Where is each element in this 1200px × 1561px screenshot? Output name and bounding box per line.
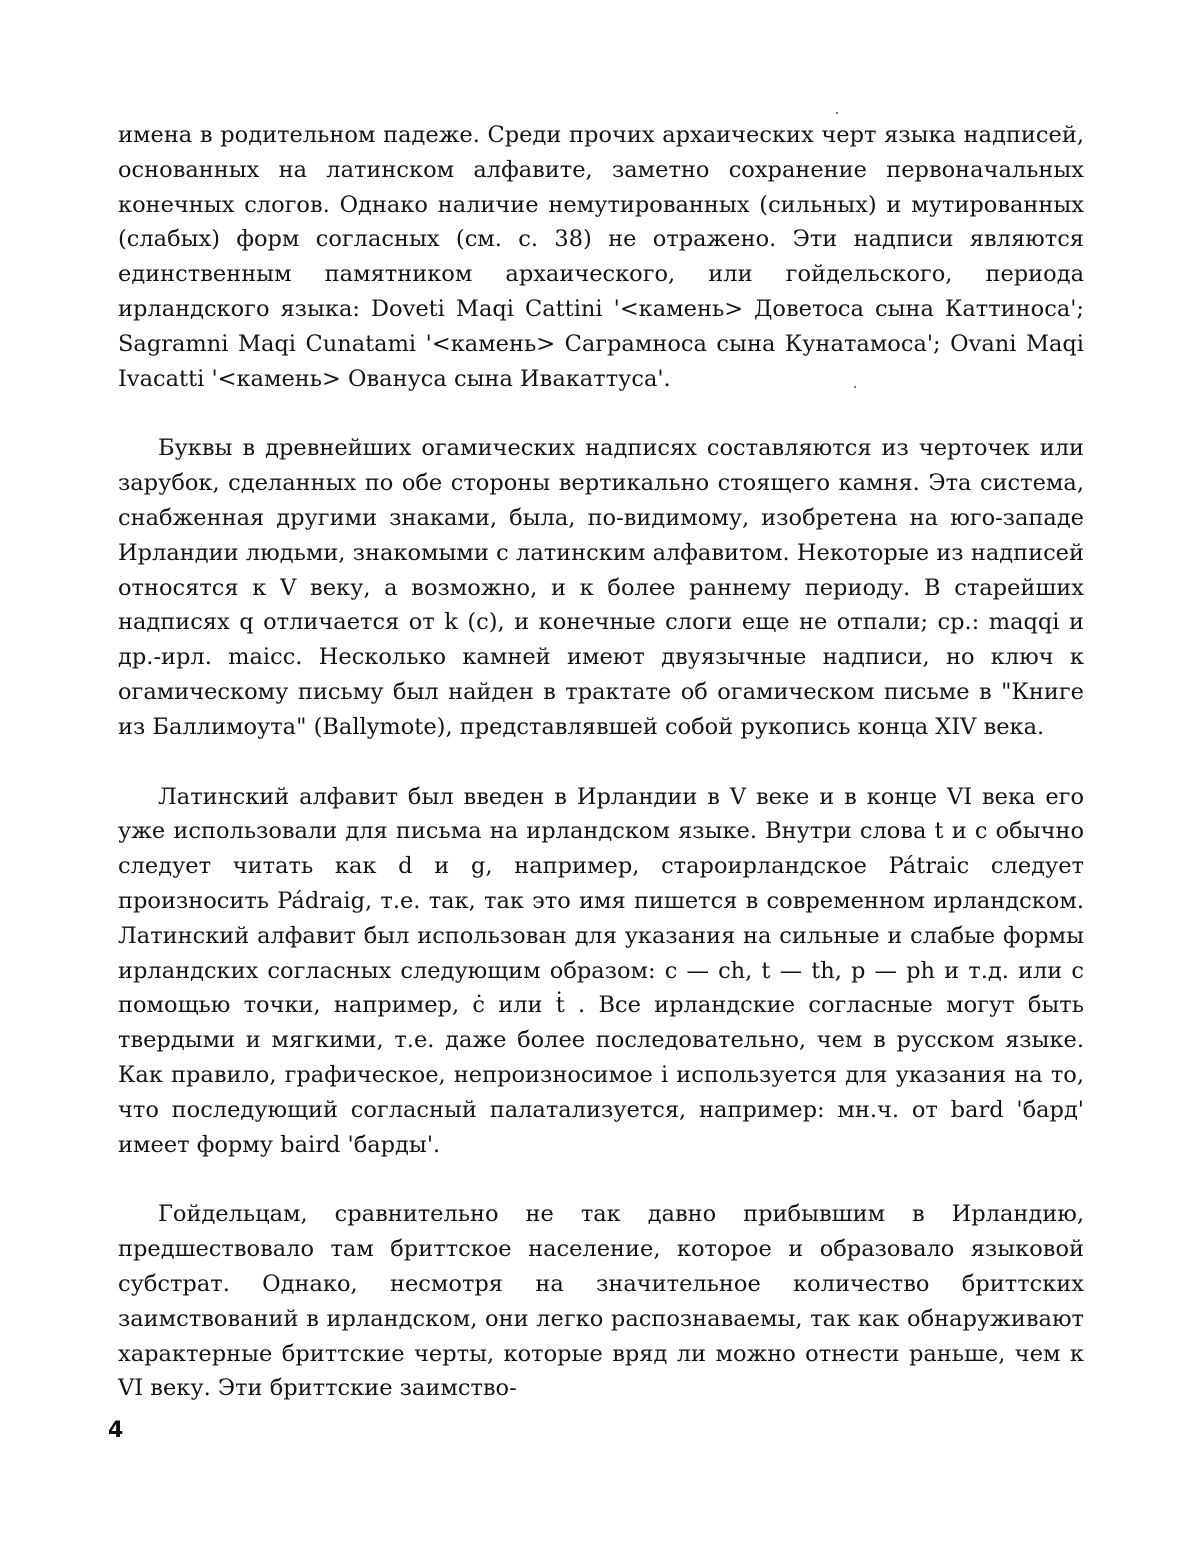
paragraph-4: Гойдельцам, сравнительно не так давно прибывшим в Ирландию, предшествовало там бриттское население, которое и образовало языковой субстрат. Однако, несмотря на значительное количество бриттских заимствований в ирландском, они легко распознаваемы, так как обнаруживают характерные бриттские черты, которые вряд ли можно отнести раньше, чем к VI веку. Эти бриттские заимство- xyxy=(118,1201,1084,1402)
paragraph-2: Буквы в древнейших огамических надписях составляются из черточек или зарубок, сделанных по обе стороны вертикально стоящего камня. Эта система, снабженная другими знаками, была, по-видимому, изобретена на юго-западе Ирландии людьми, знакомыми с латинским алфавитом. Некоторые из надписей относятся к V веку, а возможно, и к более раннему периоду. В старейших надписях q отличается от k (c), и конечные слоги еще не отпали; ср.: maqqi и др.-ирл. maicc. Несколько камней имеют двуязычные надписи, но ключ к огамическому письму был найден в трактате об огамическом письме в "Книге из Баллимоута" (Ballymote), представлявшей собой рукопись конца XIV века. xyxy=(118,435,1084,740)
paragraph-1: имена в родительном падеже. Среди прочих архаических черт языка надписей, основанных на латинском алфавите, заметно сохранение первоначальных конечных слогов. Однако наличие немутированных (сильных) и мутированных (слабых) форм согласных (см. с. 38) не отражено. Эти надписи являются единственным памятником архаического, или гойдельского, периода ирландского языка: Doveti Maqi Cattini '<камень> Доветоса сына Каттиноса'; Sagramni Maqi Cunatami '<камень> Саграмноса сына Кунатамоса'; Ovani Maqi Ivacatti '<камень> Овануса сына Ивакаттуса'. xyxy=(118,122,1084,392)
scan-speck xyxy=(854,386,856,388)
page-body xyxy=(118,118,1084,1406)
scan-speck xyxy=(836,112,838,114)
page-number: 4 xyxy=(108,1418,124,1443)
paragraph-3: Латинский алфавит был введен в Ирландии в V веке и в конце VI века его уже использовали для письма на ирландском языке. Внутри слова t и c обычно следует читать как d и g, например, староирландское Pátraic следует произносить Pádraig, т.е. так, так это имя пишется в современном ирландском. Латинский алфавит был использован для указания на сильные и слабые формы ирландских согласных следующим образом: c — ch, t — th, p — ph и т.д. или с помощью точки, например, ċ или ṫ . Все ирландские согласные могут быть твердыми и мягкими, т.е. даже более последовательно, чем в русском языке. Как правило, графическое, непроизносимое i используется для указания на то, что последующий согласный палатализуется, например: мн.ч. от bard 'бард' имеет форму baird 'барды'. xyxy=(118,783,1084,1158)
